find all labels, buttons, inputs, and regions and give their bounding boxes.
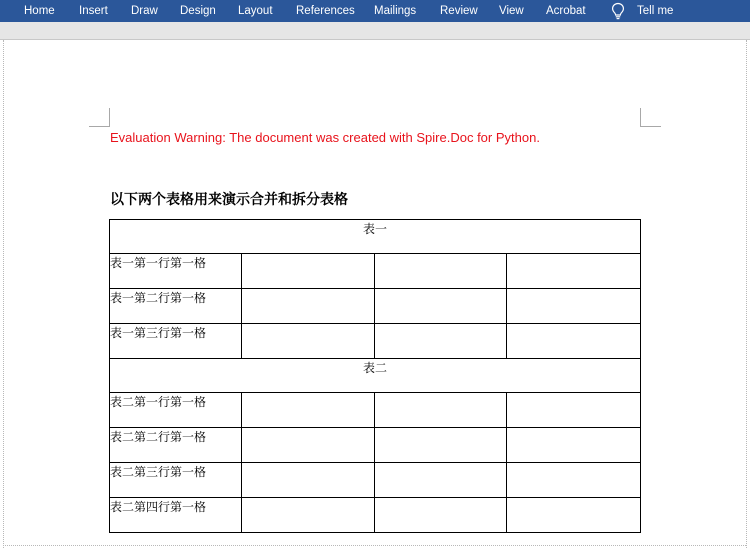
table-title-row	[110, 359, 641, 393]
table-cell[interactable]	[242, 498, 375, 533]
page-left-edge	[3, 40, 4, 548]
merge-split-table	[109, 219, 641, 533]
table-row	[110, 289, 641, 324]
page-right-edge	[746, 40, 747, 548]
table-row	[110, 254, 641, 289]
document-heading: 以下两个表格用来演示合并和拆分表格	[110, 192, 348, 208]
table-row	[110, 498, 641, 533]
table-cell[interactable]	[507, 498, 641, 533]
tab-design[interactable]: Design	[180, 5, 216, 17]
table-cell[interactable]	[507, 254, 641, 289]
table-cell[interactable]	[375, 254, 507, 289]
ribbon-collapsed-strip	[0, 22, 750, 40]
tab-home[interactable]: Home	[24, 5, 55, 17]
table-cell[interactable]: 表一第三行第一格	[110, 324, 242, 359]
table-row	[110, 463, 641, 498]
table-cell[interactable]	[375, 463, 507, 498]
margin-corner-top-left	[89, 108, 110, 127]
table-title-cell[interactable]: 表二	[110, 359, 641, 393]
table-title-row	[110, 220, 641, 254]
tell-me-search[interactable]: Tell me	[637, 5, 674, 17]
table-cell[interactable]	[507, 324, 641, 359]
tab-view[interactable]: View	[499, 5, 524, 17]
table-cell[interactable]	[507, 463, 641, 498]
table-row	[110, 393, 641, 428]
table-cell[interactable]: 表一第一行第一格	[110, 254, 242, 289]
table-cell[interactable]	[375, 428, 507, 463]
table-cell[interactable]	[375, 289, 507, 324]
table-row	[110, 324, 641, 359]
table-cell[interactable]	[507, 289, 641, 324]
tab-layout[interactable]: Layout	[238, 5, 273, 17]
table-cell[interactable]: 表二第三行第一格	[110, 463, 242, 498]
page-bottom-edge	[3, 545, 746, 546]
margin-corner-top-right	[640, 108, 661, 127]
table-cell[interactable]: 表二第一行第一格	[110, 393, 242, 428]
table-cell[interactable]	[375, 393, 507, 428]
evaluation-warning: Evaluation Warning: The document was created with Spire.Doc for Python.	[110, 130, 540, 145]
table-cell[interactable]	[375, 324, 507, 359]
table-cell[interactable]	[507, 393, 641, 428]
tab-acrobat[interactable]: Acrobat	[546, 5, 586, 17]
table-cell[interactable]: 表一第二行第一格	[110, 289, 242, 324]
table-cell[interactable]	[242, 254, 375, 289]
table-row	[110, 428, 641, 463]
table-cell[interactable]	[242, 463, 375, 498]
table-cell[interactable]	[375, 498, 507, 533]
table-cell[interactable]	[242, 428, 375, 463]
lightbulb-icon[interactable]	[610, 2, 626, 20]
table-cell[interactable]	[507, 428, 641, 463]
tab-draw[interactable]: Draw	[131, 5, 158, 17]
tab-references[interactable]: References	[296, 5, 355, 17]
tab-mailings[interactable]: Mailings	[374, 5, 417, 17]
ribbon-tab-bar	[0, 0, 750, 22]
table-cell[interactable]	[242, 324, 375, 359]
tab-insert[interactable]: Insert	[79, 5, 108, 17]
table-cell[interactable]: 表二第四行第一格	[110, 498, 242, 533]
table-title-cell[interactable]: 表一	[110, 220, 641, 254]
tab-review[interactable]: Review	[440, 5, 478, 17]
table-cell[interactable]	[242, 289, 375, 324]
table-cell[interactable]	[242, 393, 375, 428]
table-cell[interactable]: 表二第二行第一格	[110, 428, 242, 463]
